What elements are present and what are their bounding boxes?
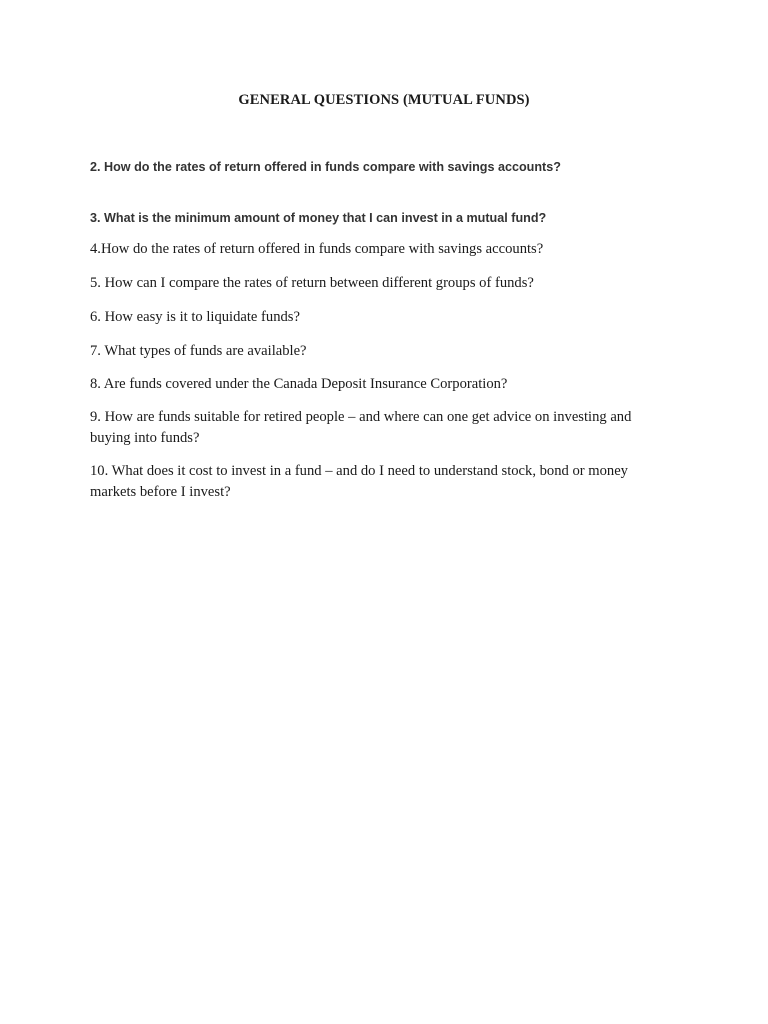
question-8: 8. Are funds covered under the Canada Deposit Insurance Corporation? (90, 376, 508, 392)
question-3: 3. What is the minimum amount of money that I can invest in a mutual fund? (90, 211, 547, 225)
page-title: GENERAL QUESTIONS (MUTUAL FUNDS) (238, 92, 530, 108)
question-2: 2. How do the rates of return offered in funds compare with savings accounts? (90, 160, 561, 174)
question-7: 7. What types of funds are available? (90, 343, 307, 359)
question-4: 4.How do the rates of return offered in funds compare with savings accounts? (90, 241, 544, 257)
question-9: 9. How are funds suitable for retired people – and where can one get advice on investing and buying into funds? (90, 409, 632, 446)
question-6: 6. How easy is it to liquidate funds? (90, 309, 300, 325)
question-5: 5. How can I compare the rates of return between different groups of funds? (90, 275, 534, 291)
question-10: 10. What does it cost to invest in a fund – and do I need to understand stock, bond or money markets before I invest? (90, 463, 628, 500)
